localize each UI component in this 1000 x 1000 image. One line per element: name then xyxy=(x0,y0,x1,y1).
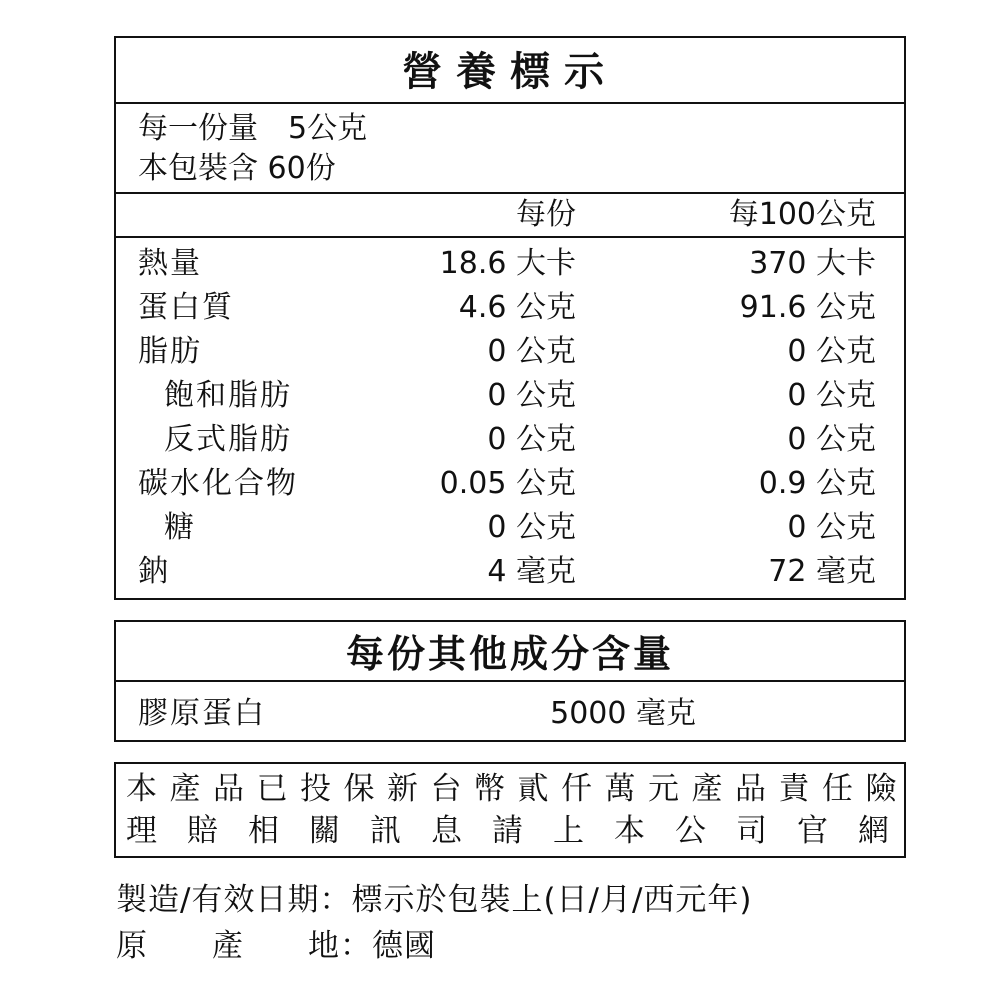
nutrient-row-energy xyxy=(116,242,904,286)
nutrition-title: 營養標示 xyxy=(402,49,618,95)
column-header-per-100g: 每100公克 xyxy=(728,197,876,232)
nutrient-row-fat xyxy=(116,330,904,374)
servings-per-package: 本包裝含 60份 xyxy=(138,151,336,186)
nutrient-per-100g: 370 大卡 xyxy=(749,246,876,281)
divider xyxy=(116,192,904,194)
nutrient-per-100g: 0 公克 xyxy=(787,378,876,413)
nutrient-name: 反式脂肪 xyxy=(164,422,292,457)
column-header-per-serving: 每份 xyxy=(516,197,576,232)
nutrient-name: 蛋白質 xyxy=(138,290,234,325)
nutrient-per-serving: 4.6 公克 xyxy=(458,290,576,325)
insurance-notice xyxy=(114,762,919,858)
nutrient-per-100g: 0 公克 xyxy=(787,510,876,545)
nutrient-per-serving: 18.6 大卡 xyxy=(439,246,576,281)
divider xyxy=(116,102,904,104)
nutrient-per-serving: 0 公克 xyxy=(487,378,576,413)
nutrition-facts-table xyxy=(114,36,906,600)
nutrient-row-carbohydrate xyxy=(116,462,904,506)
nutrient-per-serving: 4 毫克 xyxy=(487,554,576,589)
manufacture-expiry-date: 製造/有效日期：標示於包裝上(日/月/西元年) xyxy=(116,882,753,918)
ingredient-name: 膠原蛋白 xyxy=(138,696,266,731)
divider xyxy=(116,236,904,238)
nutrient-row-sugar xyxy=(116,506,904,550)
nutrient-name: 飽和脂肪 xyxy=(164,378,292,413)
nutrient-row-trans-fat xyxy=(116,418,904,462)
country-of-origin: 原 產 地：德國 xyxy=(116,928,436,964)
divider xyxy=(116,680,904,682)
nutrient-per-serving: 0 公克 xyxy=(487,334,576,369)
ingredient-amount: 5000 毫克 xyxy=(550,696,696,731)
nutrient-name: 碳水化合物 xyxy=(138,466,298,501)
other-ingredients-table xyxy=(114,620,906,742)
nutrient-name: 糖 xyxy=(164,510,196,545)
nutrient-per-100g: 0.9 公克 xyxy=(758,466,876,501)
insurance-line-2: 理賠相關訊息請上本公司官網 xyxy=(126,813,919,849)
nutrient-name: 鈉 xyxy=(138,554,170,589)
nutrient-per-100g: 91.6 公克 xyxy=(739,290,876,325)
nutrient-per-serving: 0 公克 xyxy=(487,422,576,457)
nutrient-name: 熱量 xyxy=(138,246,202,281)
nutrient-name: 脂肪 xyxy=(138,334,202,369)
nutrient-per-100g: 0 公克 xyxy=(787,422,876,457)
other-ingredients-title: 每份其他成分含量 xyxy=(345,632,674,676)
nutrient-per-100g: 0 公克 xyxy=(787,334,876,369)
nutrient-per-serving: 0 公克 xyxy=(487,510,576,545)
serving-size: 每一份量 5公克 xyxy=(138,111,368,146)
nutrient-per-serving: 0.05 公克 xyxy=(439,466,576,501)
nutrient-row-protein xyxy=(116,286,904,330)
nutrient-row-sodium xyxy=(116,550,904,594)
insurance-line-1: 本產品已投保新台幣貳仟萬元產品責任險 xyxy=(126,771,909,807)
nutrient-per-100g: 72 毫克 xyxy=(768,554,876,589)
nutrient-row-saturated-fat xyxy=(116,374,904,418)
